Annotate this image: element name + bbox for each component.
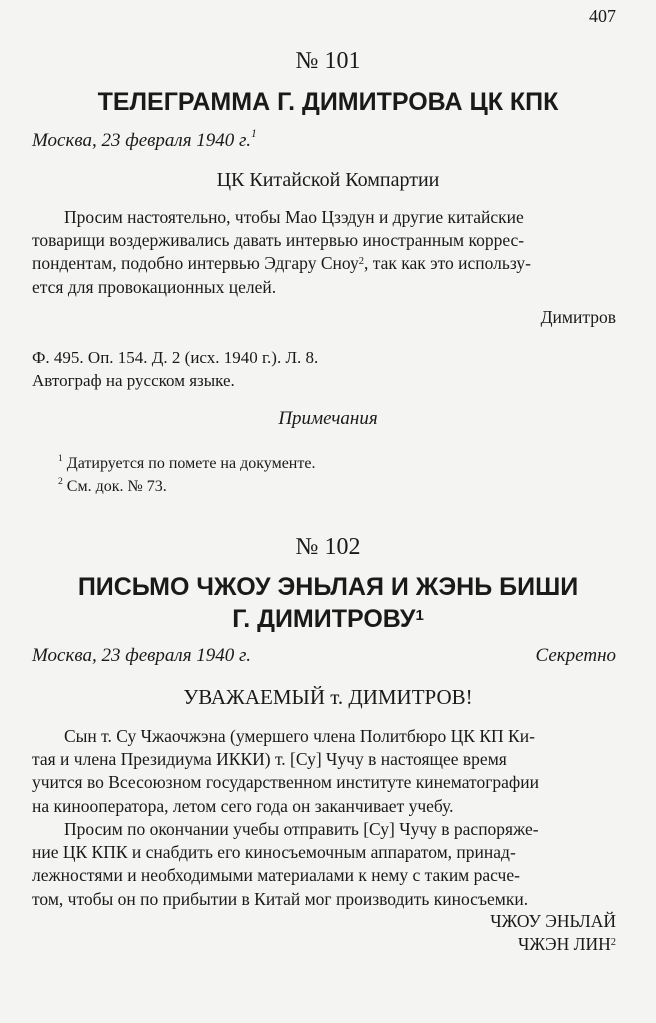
signature-line: ЧЖОУ ЭНЬЛАЙ: [490, 911, 616, 931]
body-line: на кинооператора, летом сего года он заканчивает учебу.: [32, 795, 454, 816]
body-line: ние ЦК КПК и снабдить его киносъемочным аппаратом, принад-: [32, 842, 516, 863]
body-line: тая и члена Президиума ИККИ) т. [Су] Чучу в настоящее время: [32, 749, 507, 770]
title-line: [30, 603, 626, 635]
document-101-addressee: ЦК Китайской Компартии: [216, 169, 440, 191]
body-line: лежностями и необходимыми материалами к нему с таким расче-: [32, 865, 520, 886]
document-102-paragraph-2: [32, 818, 624, 911]
source-line: Ф. 495. Оп. 154. Д. 2 (исх. 1940 г.). Л. 8.: [32, 348, 319, 367]
note-item: [58, 455, 315, 473]
body-line: Просим настоятельно, чтобы Мао Цзэдун и другие китайские: [64, 207, 524, 227]
document-101-dateline: [32, 127, 257, 152]
title-line: ПИСЬМО ЧЖОУ ЭНЬЛАЯ И ЖЭНЬ БИШИ: [77, 573, 579, 601]
body-line: товарищи воздерживались давать интервью иностранным коррес-: [32, 230, 525, 251]
document-101-signature: Димитров: [540, 307, 616, 327]
archival-source: [32, 346, 318, 392]
document-101-title: ТЕЛЕГРАММА Г. ДИМИТРОВА ЦК КПК: [97, 88, 559, 116]
document-101-body: [32, 206, 624, 299]
classification-label: Секретно: [535, 645, 616, 666]
note-text: См. док. № 73.: [66, 478, 167, 495]
document-102-signatures: [490, 910, 616, 956]
page-number: 407: [589, 6, 616, 26]
notes-heading: Примечания: [278, 408, 378, 429]
signature-text: ЧЖЭН ЛИН: [517, 934, 611, 954]
document-102-number: № 102: [295, 534, 361, 560]
body-line: Просим по окончании учебы отправить [Су] Чучу в распоряже-: [64, 819, 539, 839]
body-line: Сын т. Су Чжаочжэна (умершего члена Политбюро ЦК КП Ки-: [64, 726, 535, 746]
document-102-paragraph-1: [32, 725, 624, 818]
signature-line: [490, 933, 616, 956]
source-line: Автограф на русском языке.: [32, 371, 235, 390]
note-text: Датируется по помете на документе.: [66, 455, 316, 472]
salutation: УВАЖАЕМЫЙ т. ДИМИТРОВ!: [183, 685, 473, 709]
document-101-number: № 101: [295, 48, 361, 74]
body-line: учится во Всесоюзном государственном институте кинематографии: [32, 772, 539, 793]
dateline-text: Москва, 23 февраля 1940 г.: [32, 130, 251, 151]
body-line: том, чтобы он по прибытии в Китай мог производить киносъемки.: [32, 888, 529, 909]
footnote-marker: 2: [610, 936, 616, 948]
note-marker: 1: [58, 453, 63, 465]
body-line-tail: , так как это использу-: [363, 253, 531, 274]
footnote-marker: 2: [358, 256, 364, 268]
body-line-text: пондентам, подобно интервью Эдгару Сноу: [32, 253, 359, 274]
title-line-text: Г. ДИМИТРОВУ: [232, 605, 416, 633]
note-marker: 2: [58, 476, 63, 488]
document-102-dateline: Москва, 23 февраля 1940 г.: [32, 645, 251, 666]
note-item: [58, 478, 167, 496]
footnote-marker: 1: [250, 127, 257, 140]
body-line: [32, 252, 624, 275]
body-line: ется для провокационных целей.: [32, 276, 277, 297]
footnote-marker: 1: [415, 607, 424, 624]
document-102-title: [30, 571, 626, 635]
